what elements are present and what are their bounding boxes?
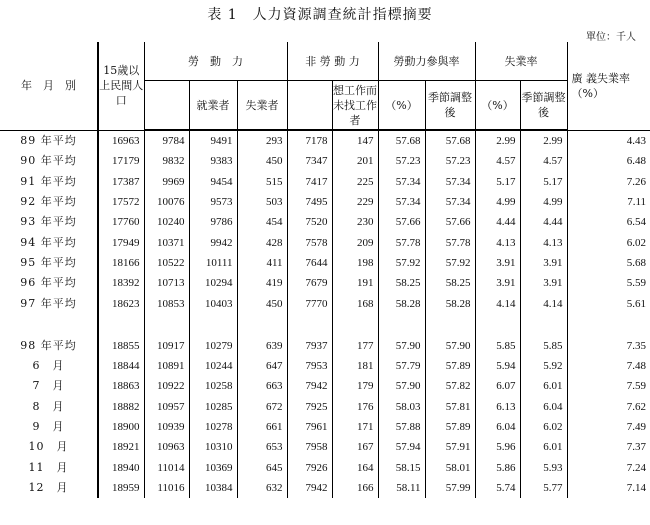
spacer-row bbox=[0, 314, 650, 336]
cell-unemployment-seasonal: 4.57 bbox=[520, 151, 567, 171]
cell-employed: 10403 bbox=[189, 293, 237, 313]
row-label: 92 年平均 bbox=[20, 195, 77, 209]
row-label: 9 月 bbox=[32, 420, 65, 433]
cell-population: 18863 bbox=[98, 376, 144, 396]
cell-participation-rate: 58.15 bbox=[378, 457, 425, 477]
cell-labor-force: 10371 bbox=[144, 232, 189, 252]
cell-participation-seasonal: 57.91 bbox=[425, 437, 475, 457]
cell-unemployed: 411 bbox=[237, 253, 287, 273]
cell-broad-unemployment-rate: 5.68 bbox=[567, 253, 650, 273]
cell-broad-unemployment-rate: 7.35 bbox=[567, 336, 650, 356]
cell-unemployment-seasonal: 6.04 bbox=[520, 397, 567, 417]
table-row bbox=[0, 397, 650, 417]
cell-unemployment-rate: 5.74 bbox=[475, 478, 520, 498]
cell-broad-unemployment-rate: 6.48 bbox=[567, 151, 650, 171]
table-row bbox=[0, 457, 650, 477]
cell-participation-rate: 57.34 bbox=[378, 192, 425, 212]
cell-unemployed: 428 bbox=[237, 232, 287, 252]
cell-labor-force: 10957 bbox=[144, 397, 189, 417]
cell-unemployed: 672 bbox=[237, 397, 287, 417]
cell-unemployment-rate: 6.07 bbox=[475, 376, 520, 396]
cell-population: 17387 bbox=[98, 172, 144, 192]
cell-unemployment-seasonal: 3.91 bbox=[520, 273, 567, 293]
cell-participation-rate: 58.03 bbox=[378, 397, 425, 417]
cell-labor-force: 10939 bbox=[144, 417, 189, 437]
cell-unemployed: 647 bbox=[237, 356, 287, 376]
cell-participation-seasonal: 58.28 bbox=[425, 293, 475, 313]
cell-participation-rate: 57.94 bbox=[378, 437, 425, 457]
cell-participation-seasonal: 58.25 bbox=[425, 273, 475, 293]
cell-want-work: 176 bbox=[332, 397, 378, 417]
table-row bbox=[0, 417, 650, 437]
cell-want-work: 201 bbox=[332, 151, 378, 171]
cell-participation-rate: 58.28 bbox=[378, 293, 425, 313]
cell-not-in-labor-force: 7578 bbox=[287, 232, 332, 252]
cell-unemployed: 419 bbox=[237, 273, 287, 293]
cell-unemployed: 653 bbox=[237, 437, 287, 457]
cell-unemployment-rate: 5.85 bbox=[475, 336, 520, 356]
cell-unemployment-rate: 5.86 bbox=[475, 457, 520, 477]
cell-want-work: 191 bbox=[332, 273, 378, 293]
cell-population: 18900 bbox=[98, 417, 144, 437]
table-row bbox=[0, 293, 650, 313]
cell-want-work: 166 bbox=[332, 478, 378, 498]
cell-broad-unemployment-rate: 5.59 bbox=[567, 273, 650, 293]
cell-population: 18882 bbox=[98, 397, 144, 417]
cell-want-work: 168 bbox=[332, 293, 378, 313]
cell-population: 17179 bbox=[98, 151, 144, 171]
cell-participation-rate: 57.90 bbox=[378, 336, 425, 356]
cell-unemployed: 645 bbox=[237, 457, 287, 477]
row-label: 89 年平均 bbox=[20, 133, 77, 147]
cell-unemployment-seasonal: 6.01 bbox=[520, 376, 567, 396]
cell-want-work: 167 bbox=[332, 437, 378, 457]
cell-not-in-labor-force: 7925 bbox=[287, 397, 332, 417]
cell-unemployment-seasonal: 4.13 bbox=[520, 232, 567, 252]
cell-labor-force: 10963 bbox=[144, 437, 189, 457]
cell-population: 18940 bbox=[98, 457, 144, 477]
row-label: 8 月 bbox=[32, 399, 65, 413]
cell-participation-rate: 57.88 bbox=[378, 417, 425, 437]
cell-unemployed: 450 bbox=[237, 293, 287, 313]
cell-employed: 9573 bbox=[189, 192, 237, 212]
row-label: 91 年平均 bbox=[20, 174, 77, 188]
cell-population: 18844 bbox=[98, 356, 144, 376]
row-label: 10 月 bbox=[28, 440, 69, 454]
cell-population: 18392 bbox=[98, 273, 144, 293]
cell-not-in-labor-force: 7942 bbox=[287, 478, 332, 498]
cell-labor-force: 10522 bbox=[144, 253, 189, 273]
cell-broad-unemployment-rate: 4.43 bbox=[567, 130, 650, 151]
cell-participation-seasonal: 57.66 bbox=[425, 212, 475, 232]
cell-labor-force: 9832 bbox=[144, 151, 189, 171]
cell-unemployment-seasonal: 3.91 bbox=[520, 253, 567, 273]
table-row bbox=[0, 376, 650, 396]
cell-participation-rate: 57.92 bbox=[378, 253, 425, 273]
cell-unemployment-rate: 4.57 bbox=[475, 151, 520, 171]
header-year-month: 年 月 別 bbox=[0, 42, 98, 130]
cell-unemployed: 503 bbox=[237, 192, 287, 212]
table-row bbox=[0, 172, 650, 192]
row-label: 6 月 bbox=[32, 359, 65, 373]
cell-labor-force: 10076 bbox=[144, 192, 189, 212]
cell-employed: 10244 bbox=[189, 356, 237, 376]
cell-broad-unemployment-rate: 7.48 bbox=[567, 356, 650, 376]
cell-unemployment-rate: 3.91 bbox=[475, 273, 520, 293]
cell-unemployment-seasonal: 5.92 bbox=[520, 356, 567, 376]
row-label: 96 年平均 bbox=[20, 276, 77, 290]
cell-unemployment-rate: 3.91 bbox=[475, 253, 520, 273]
cell-unemployment-rate: 4.13 bbox=[475, 232, 520, 252]
cell-broad-unemployment-rate: 7.62 bbox=[567, 397, 650, 417]
cell-population: 17760 bbox=[98, 212, 144, 232]
header-unemployment-seasonal: 季節調整後 bbox=[520, 81, 567, 131]
row-label: 95 年平均 bbox=[20, 255, 77, 269]
cell-unemployed: 450 bbox=[237, 151, 287, 171]
table-title: 表 1 人力資源調查統計指標摘要 bbox=[207, 7, 433, 23]
cell-participation-rate: 57.78 bbox=[378, 232, 425, 252]
cell-labor-force: 11016 bbox=[144, 478, 189, 498]
cell-labor-force: 11014 bbox=[144, 457, 189, 477]
cell-not-in-labor-force: 7347 bbox=[287, 151, 332, 171]
cell-employed: 10294 bbox=[189, 273, 237, 293]
cell-not-in-labor-force: 7679 bbox=[287, 273, 332, 293]
cell-population: 16963 bbox=[98, 130, 144, 151]
cell-participation-rate: 57.23 bbox=[378, 151, 425, 171]
cell-unemployment-rate: 2.99 bbox=[475, 130, 520, 151]
table-row bbox=[0, 232, 650, 252]
cell-want-work: 198 bbox=[332, 253, 378, 273]
cell-not-in-labor-force: 7942 bbox=[287, 376, 332, 396]
cell-broad-unemployment-rate: 7.49 bbox=[567, 417, 650, 437]
cell-want-work: 147 bbox=[332, 130, 378, 151]
cell-unemployed: 632 bbox=[237, 478, 287, 498]
header-employed: 就業者 bbox=[189, 81, 237, 131]
cell-population: 18959 bbox=[98, 478, 144, 498]
cell-not-in-labor-force: 7644 bbox=[287, 253, 332, 273]
cell-labor-force: 9784 bbox=[144, 130, 189, 151]
cell-participation-seasonal: 57.34 bbox=[425, 192, 475, 212]
cell-not-in-labor-force: 7495 bbox=[287, 192, 332, 212]
cell-population: 18921 bbox=[98, 437, 144, 457]
cell-participation-seasonal: 57.90 bbox=[425, 336, 475, 356]
cell-unemployment-rate: 5.96 bbox=[475, 437, 520, 457]
cell-labor-force: 10891 bbox=[144, 356, 189, 376]
cell-unemployment-seasonal: 4.44 bbox=[520, 212, 567, 232]
row-label: 7 月 bbox=[32, 379, 65, 393]
cell-participation-seasonal: 57.68 bbox=[425, 130, 475, 151]
cell-employed: 10279 bbox=[189, 336, 237, 356]
row-label: 93 年平均 bbox=[20, 215, 77, 229]
cell-participation-rate: 57.66 bbox=[378, 212, 425, 232]
cell-employed: 10369 bbox=[189, 457, 237, 477]
cell-unemployment-seasonal: 6.01 bbox=[520, 437, 567, 457]
cell-unemployment-rate: 4.99 bbox=[475, 192, 520, 212]
cell-not-in-labor-force: 7770 bbox=[287, 293, 332, 313]
cell-participation-rate: 58.11 bbox=[378, 478, 425, 498]
cell-broad-unemployment-rate: 5.61 bbox=[567, 293, 650, 313]
header-participation-pct: （%） bbox=[378, 81, 425, 131]
table-row bbox=[0, 253, 650, 273]
cell-employed: 9383 bbox=[189, 151, 237, 171]
cell-participation-seasonal: 57.92 bbox=[425, 253, 475, 273]
cell-employed: 10285 bbox=[189, 397, 237, 417]
row-label: 12 月 bbox=[28, 480, 69, 494]
cell-want-work: 225 bbox=[332, 172, 378, 192]
cell-broad-unemployment-rate: 6.02 bbox=[567, 232, 650, 252]
cell-participation-rate: 57.79 bbox=[378, 356, 425, 376]
cell-unemployment-seasonal: 6.02 bbox=[520, 417, 567, 437]
header-participation-seasonal: 季節調整後 bbox=[425, 81, 475, 131]
cell-participation-seasonal: 57.99 bbox=[425, 478, 475, 498]
cell-unemployment-rate: 4.44 bbox=[475, 212, 520, 232]
cell-unemployment-rate: 5.17 bbox=[475, 172, 520, 192]
cell-unemployed: 661 bbox=[237, 417, 287, 437]
table-row bbox=[0, 151, 650, 171]
cell-participation-seasonal: 57.23 bbox=[425, 151, 475, 171]
cell-participation-seasonal: 57.82 bbox=[425, 376, 475, 396]
table-row bbox=[0, 478, 650, 498]
cell-not-in-labor-force: 7417 bbox=[287, 172, 332, 192]
cell-labor-force: 10853 bbox=[144, 293, 189, 313]
cell-not-in-labor-force: 7953 bbox=[287, 356, 332, 376]
cell-unemployment-seasonal: 4.99 bbox=[520, 192, 567, 212]
cell-unemployed: 293 bbox=[237, 130, 287, 151]
header-population: 15歲以上民間人口 bbox=[98, 42, 144, 130]
header-labor-force: 勞 動 力 bbox=[144, 42, 287, 81]
cell-want-work: 209 bbox=[332, 232, 378, 252]
header-unemployment-pct: （%） bbox=[475, 81, 520, 131]
cell-population: 18855 bbox=[98, 336, 144, 356]
cell-broad-unemployment-rate: 7.24 bbox=[567, 457, 650, 477]
cell-population: 18166 bbox=[98, 253, 144, 273]
cell-participation-rate: 57.90 bbox=[378, 376, 425, 396]
header-labor-force-total bbox=[144, 81, 189, 131]
table-row bbox=[0, 336, 650, 356]
cell-unemployment-seasonal: 5.77 bbox=[520, 478, 567, 498]
table-row bbox=[0, 273, 650, 293]
cell-employed: 9454 bbox=[189, 172, 237, 192]
header-unemployed: 失業者 bbox=[237, 81, 287, 131]
cell-unemployment-seasonal: 5.85 bbox=[520, 336, 567, 356]
table-header bbox=[0, 42, 650, 130]
cell-labor-force: 9969 bbox=[144, 172, 189, 192]
cell-population: 17572 bbox=[98, 192, 144, 212]
table-row bbox=[0, 356, 650, 376]
cell-employed: 10310 bbox=[189, 437, 237, 457]
cell-employed: 10111 bbox=[189, 253, 237, 273]
cell-participation-rate: 57.68 bbox=[378, 130, 425, 151]
table-row bbox=[0, 212, 650, 232]
cell-population: 18623 bbox=[98, 293, 144, 313]
cell-want-work: 171 bbox=[332, 417, 378, 437]
cell-want-work: 181 bbox=[332, 356, 378, 376]
cell-broad-unemployment-rate: 7.26 bbox=[567, 172, 650, 192]
cell-participation-seasonal: 57.89 bbox=[425, 417, 475, 437]
table-row bbox=[0, 437, 650, 457]
cell-employed: 10278 bbox=[189, 417, 237, 437]
cell-not-in-labor-force: 7178 bbox=[287, 130, 332, 151]
cell-not-in-labor-force: 7937 bbox=[287, 336, 332, 356]
labor-statistics-table bbox=[0, 42, 650, 498]
header-unemployment-rate: 失業率 bbox=[475, 42, 567, 81]
header-participation-rate: 勞動力參與率 bbox=[378, 42, 475, 81]
cell-broad-unemployment-rate: 7.11 bbox=[567, 192, 650, 212]
cell-unemployed: 454 bbox=[237, 212, 287, 232]
cell-broad-unemployment-rate: 6.54 bbox=[567, 212, 650, 232]
cell-participation-seasonal: 57.78 bbox=[425, 232, 475, 252]
cell-want-work: 177 bbox=[332, 336, 378, 356]
cell-labor-force: 10240 bbox=[144, 212, 189, 232]
cell-not-in-labor-force: 7961 bbox=[287, 417, 332, 437]
cell-participation-seasonal: 57.34 bbox=[425, 172, 475, 192]
header-broad-unemployment-rate: 廣 義失業率（%） bbox=[567, 42, 650, 130]
cell-participation-seasonal: 58.01 bbox=[425, 457, 475, 477]
cell-want-work: 179 bbox=[332, 376, 378, 396]
unit-label: 單位：千人 bbox=[586, 32, 636, 43]
cell-unemployment-seasonal: 2.99 bbox=[520, 130, 567, 151]
cell-labor-force: 10922 bbox=[144, 376, 189, 396]
cell-not-in-labor-force: 7520 bbox=[287, 212, 332, 232]
cell-participation-rate: 58.25 bbox=[378, 273, 425, 293]
cell-want-work: 229 bbox=[332, 192, 378, 212]
cell-employed: 10258 bbox=[189, 376, 237, 396]
cell-unemployed: 663 bbox=[237, 376, 287, 396]
cell-participation-rate: 57.34 bbox=[378, 172, 425, 192]
cell-unemployment-seasonal: 5.93 bbox=[520, 457, 567, 477]
table-row bbox=[0, 130, 650, 151]
cell-employed: 9491 bbox=[189, 130, 237, 151]
cell-unemployment-rate: 5.94 bbox=[475, 356, 520, 376]
cell-broad-unemployment-rate: 7.37 bbox=[567, 437, 650, 457]
cell-unemployment-rate: 6.04 bbox=[475, 417, 520, 437]
cell-unemployed: 515 bbox=[237, 172, 287, 192]
row-label: 97 年平均 bbox=[20, 296, 77, 310]
row-label: 90 年平均 bbox=[20, 154, 77, 168]
cell-employed: 10384 bbox=[189, 478, 237, 498]
cell-labor-force: 10713 bbox=[144, 273, 189, 293]
row-label: 94 年平均 bbox=[20, 235, 77, 249]
cell-unemployment-seasonal: 5.17 bbox=[520, 172, 567, 192]
cell-want-work: 230 bbox=[332, 212, 378, 232]
cell-broad-unemployment-rate: 7.14 bbox=[567, 478, 650, 498]
cell-not-in-labor-force: 7926 bbox=[287, 457, 332, 477]
table-row bbox=[0, 192, 650, 212]
cell-participation-seasonal: 57.89 bbox=[425, 356, 475, 376]
row-label: 11 月 bbox=[28, 460, 69, 474]
cell-unemployment-rate: 6.13 bbox=[475, 397, 520, 417]
cell-not-in-labor-force: 7958 bbox=[287, 437, 332, 457]
header-not-in-labor-total bbox=[287, 81, 332, 131]
row-label: 98 年平均 bbox=[20, 338, 77, 352]
cell-broad-unemployment-rate: 7.59 bbox=[567, 376, 650, 396]
cell-employed: 9786 bbox=[189, 212, 237, 232]
table-body bbox=[0, 130, 650, 498]
cell-employed: 9942 bbox=[189, 232, 237, 252]
header-not-in-labor-force: 非 勞 動 力 bbox=[287, 42, 378, 81]
cell-participation-seasonal: 57.81 bbox=[425, 397, 475, 417]
cell-labor-force: 10917 bbox=[144, 336, 189, 356]
header-want-work: 想工作而未找工作者 bbox=[332, 81, 378, 131]
cell-unemployed: 639 bbox=[237, 336, 287, 356]
cell-want-work: 164 bbox=[332, 457, 378, 477]
cell-unemployment-seasonal: 4.14 bbox=[520, 293, 567, 313]
cell-population: 17949 bbox=[98, 232, 144, 252]
cell-unemployment-rate: 4.14 bbox=[475, 293, 520, 313]
